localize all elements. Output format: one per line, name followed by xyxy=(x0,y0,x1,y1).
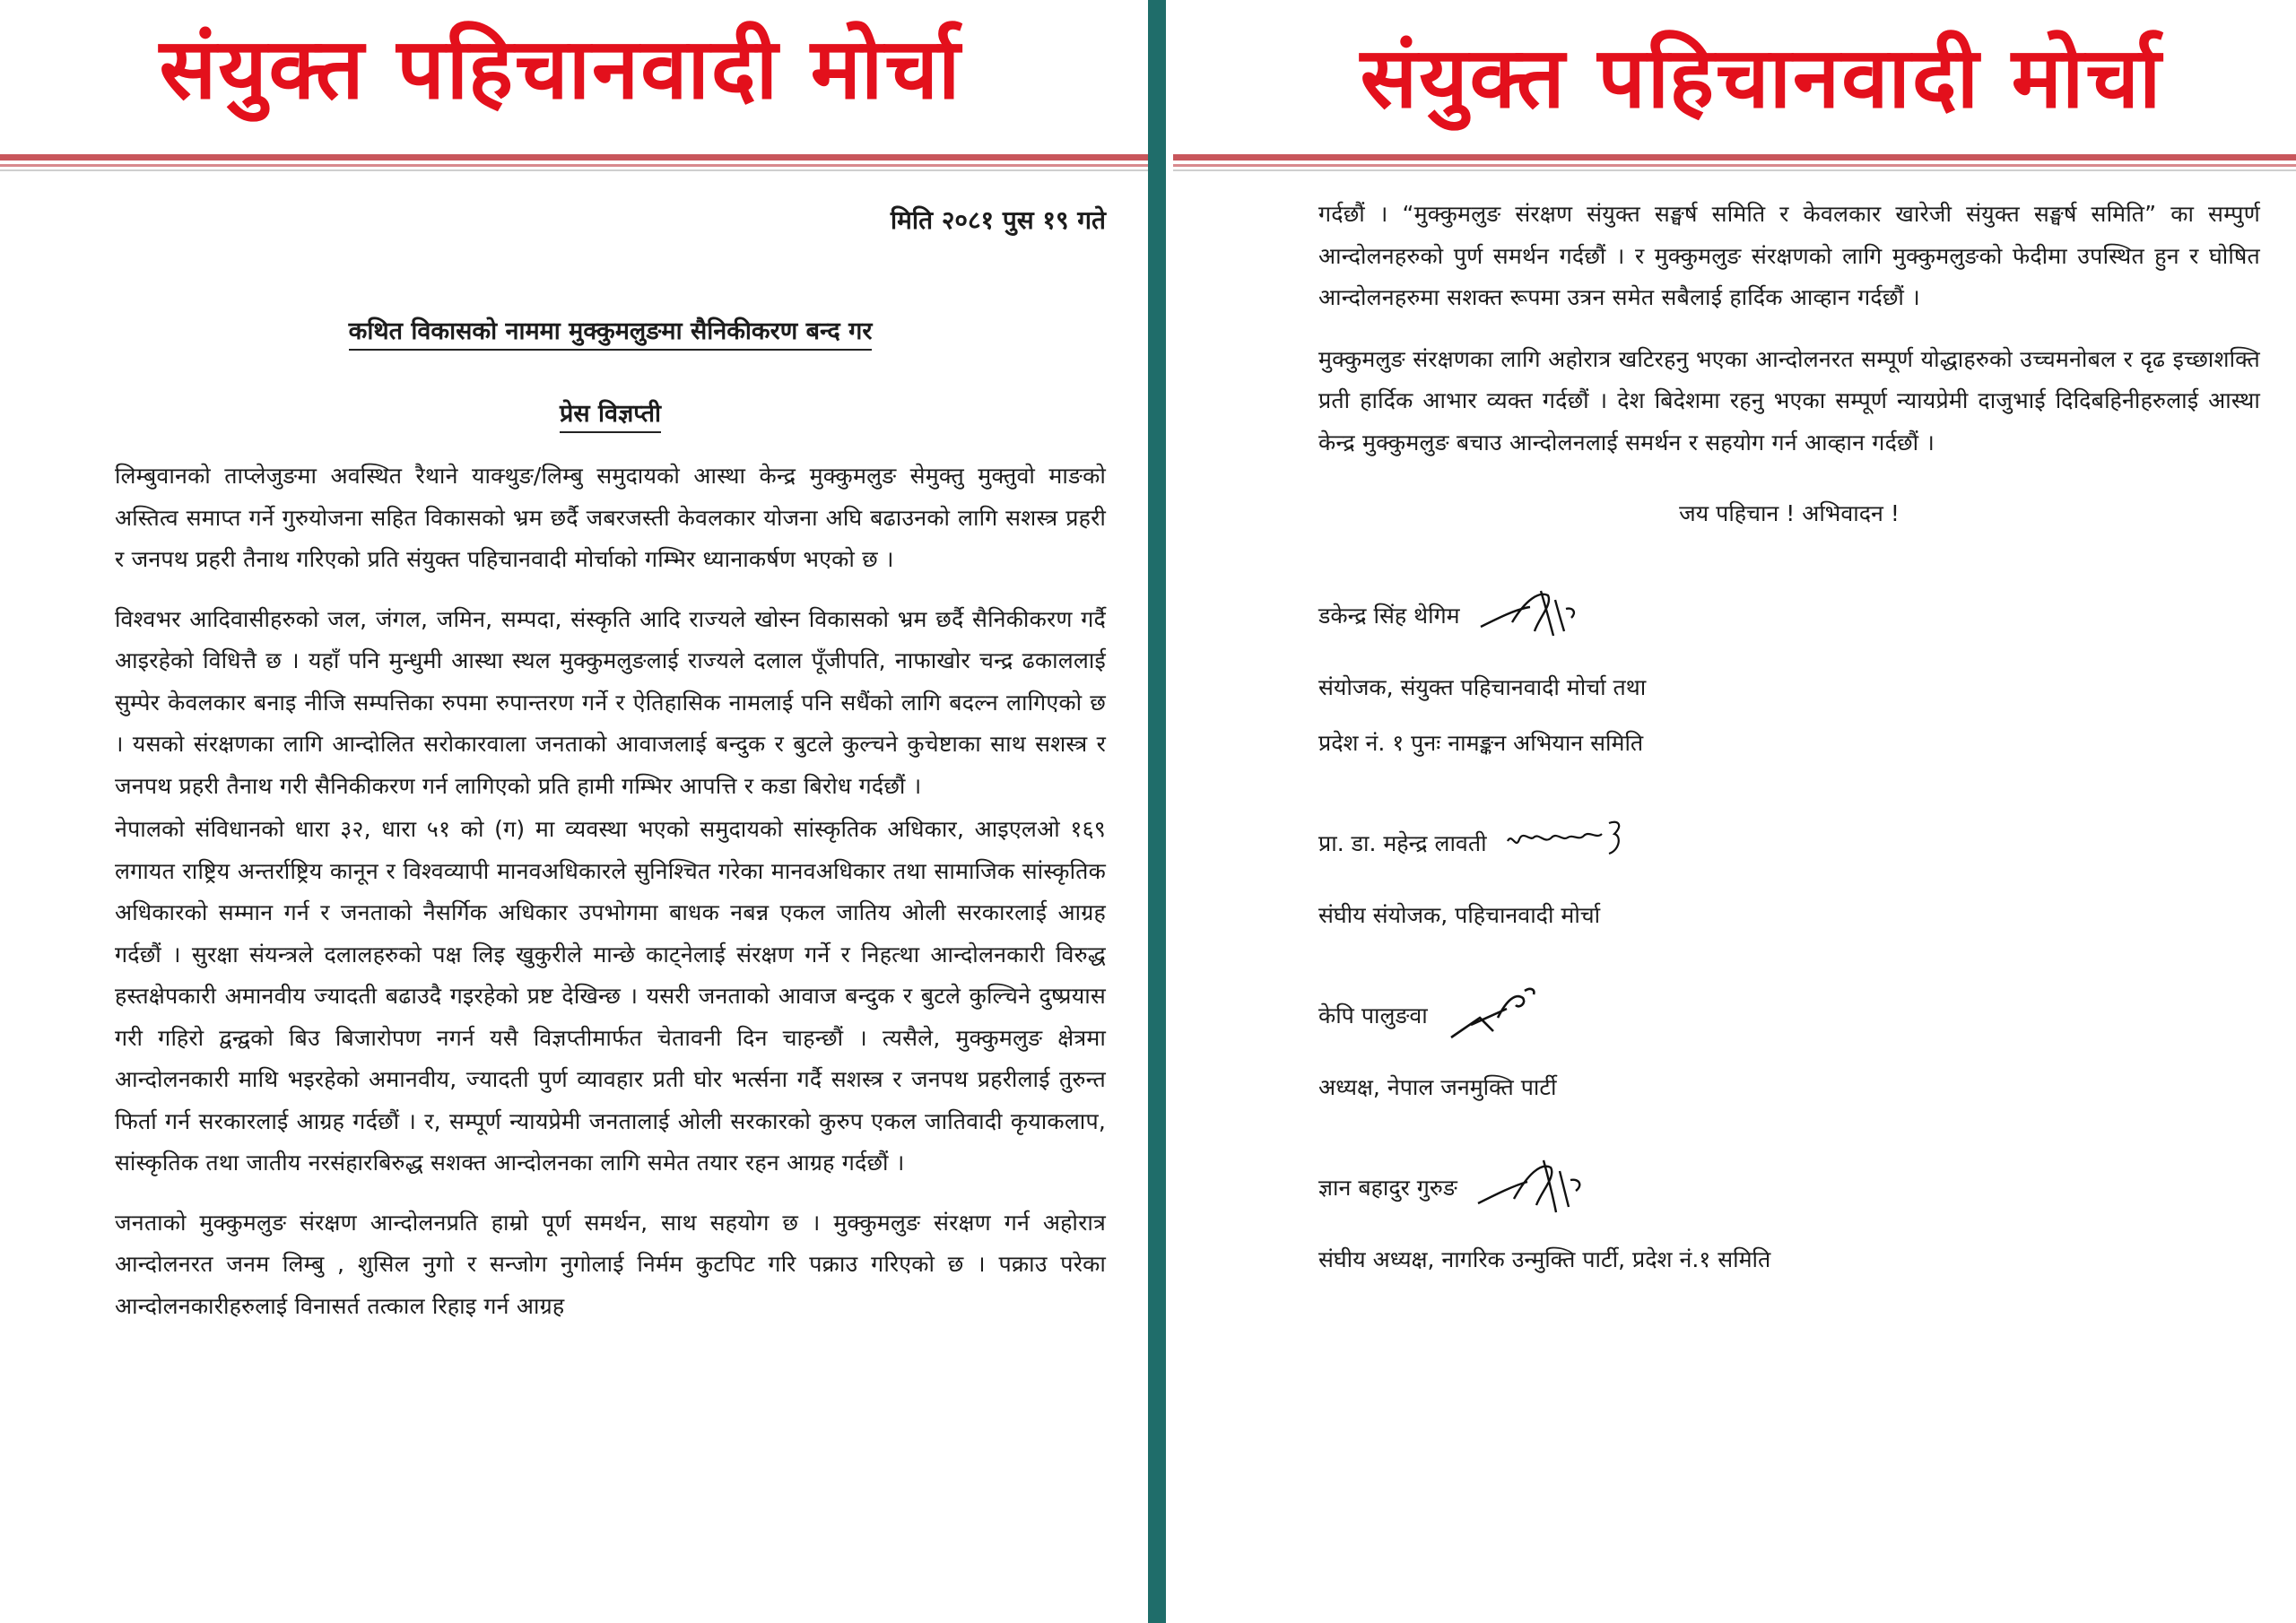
signatory-title: संयोजक, संयुक्त पहिचानवादी मोर्चा तथा xyxy=(1318,674,1647,700)
signatory-title: अध्यक्ष, नेपाल जनमुक्ति पार्टी xyxy=(1318,1074,1557,1100)
signatory xyxy=(1318,984,2260,1102)
paragraph: लिम्बुवानको ताप्लेजुङमा अवस्थित रैथाने याक्थुङ/लिम्बु समुदायको आस्था केन्द्र मुक्कुमलुङ सेमुक्तु मुक्तुवो माङको अस्तित्व समाप्त गर्ने गुरुयोजना सहित विकासको भ्रम छर्दै जबरजस्ती केवलकार योजना अघि बढाउनको लागि सशस्त्र प्रहरी र जनपथ प्रहरी तैनाथ गरिएको प्रति संयुक्त पहिचानवादी मोर्चाको गम्भिर ध्यानाकर्षण भएको छ । xyxy=(115,463,1106,572)
signatory-title: प्रदेश नं. १ पुनः नामङ्कन अभियान समिति xyxy=(1318,730,1644,756)
paragraph: गर्दछौं । “मुक्कुमलुङ संरक्षण संयुक्त सङ्घर्ष समिति र केवलकार खारेजी संयुक्त सङ्घर्ष समिति” का सम्पुर्ण आन्दोलनहरुको पुर्ण समर्थन गर्दछौं । र मुक्कुमलुङ संरक्षणको लागि मुक्कुमलुङको फेदीमा उपस्थित हुन र घोषित आन्दोलनहरुमा सशक्त रूपमा उत्रन समेत सबैलाई हार्दिक आव्हान गर्दछौं । xyxy=(1318,201,2260,310)
signature-mark xyxy=(1474,1150,1599,1225)
signature-mark xyxy=(1503,814,1638,872)
signatory-name: डकेन्द्र सिंह थेगिम xyxy=(1318,603,1460,629)
press-release-heading-text: प्रेस विज्ञप्ती xyxy=(560,400,661,433)
paragraph: जनताको मुक्कुमलुङ संरक्षण आन्दोलनप्रति हाम्रो पूर्ण समर्थन, साथ सहयोग छ । मुक्कुमलुङ संरक्षण गर्न अहोरात्र आन्दोलनरत जनम लिम्बु , शुसिल नुगो र सन्जोग नुगोलाई निर्मम कुटपिट गरि पक्राउ गरिएको छ । पक्राउ परेका आन्दोलनकारीहरुलाई विनासर्त तत्काल रिहाइ गर्न आग्रह xyxy=(115,1209,1106,1319)
right-page xyxy=(1173,0,2296,1623)
signatory-name: केपि पालुङवा xyxy=(1318,1002,1428,1028)
signatory-name: ज्ञान बहादुर गुरुङ xyxy=(1318,1175,1457,1201)
signatory-title: संघीय संयोजक, पहिचानवादी मोर्चा xyxy=(1318,902,1601,928)
signatory-name: प्रा. डा. महेन्द्र लावती xyxy=(1318,830,1487,856)
right-content xyxy=(1318,176,2260,1274)
signatory xyxy=(1318,1156,2260,1274)
masthead-rule xyxy=(1173,154,2296,172)
headline xyxy=(115,313,1106,346)
left-content xyxy=(115,176,1106,1327)
paragraph: मुक्कुमलुङ संरक्षणका लागि अहोरात्र खटिरहनु भएका आन्दोलनरत सम्पूर्ण योद्धाहरुको उच्चमनोबल र दृढ इच्छाशक्ति प्रती हार्दिक आभार व्यक्त गर्दछौं । देश बिदेशमा रहनु भएका सम्पूर्ण न्यायप्रेमी दाजुभाई दिदिबहिनीहरुलाई आस्था केन्द्र मुक्कुमलुङ बचाउ आन्दोलनलाई समर्थन र सहयोग गर्न आव्हान गर्दछौं । xyxy=(1318,345,2260,456)
masthead-rule xyxy=(0,154,1148,172)
date-line: मिति २०८१ पुस १९ गते xyxy=(890,205,1106,235)
press-release-heading xyxy=(115,395,1106,429)
slogan: जय पहिचान ! अभिवादन ! xyxy=(1679,500,1900,526)
signatory-title: संघीय अध्यक्ष, नागरिक उन्मुक्ति पार्टी, प्रदेश नं.१ समिति xyxy=(1318,1246,1771,1272)
signatory xyxy=(1318,584,2260,758)
headline-text: कथित विकासको नाममा मुक्कुमलुङमा सैनिकीकरण बन्द गर xyxy=(349,317,873,351)
page-divider xyxy=(1148,0,1173,1623)
signature-mark xyxy=(1444,982,1552,1048)
paragraph: विश्वभर आदिवासीहरुको जल, जंगल, जमिन, सम्पदा, संस्कृति आदि राज्यले खोस्न विकासको भ्रम छर्दै सैनिकीकरण गर्दै आइरहेको विधित्तै छ । यहाँ पनि मुन्धुमी आस्था स्थल मुक्कुमलुङलाई राज्यले दलाल पूँजीपति, नाफाखोर चन्द्र ढकाललाई सुम्पेर केवलकार बनाइ नीजि सम्पत्तिका रुपमा रुपान्तरण गर्ने र ऐतिहासिक नामलाई पनि सधैंको लागि बदल्न लागिएको छ । यसको संरक्षणका लागि आन्दोलित सरोकारवाला जनताको आवाजलाई बन्दुक र बुटले कुल्चने कुचेष्टाका साथ सशस्त्र र जनपथ प्रहरी तैनाथ गरी सैनिकीकरण गर्न लागिएको प्रति हामी गम्भिर आपत्ति र कडा बिरोध गर्दछौं । xyxy=(115,605,1106,799)
paragraph: नेपालको संविधानको धारा ३२, धारा ५१ को (ग) मा व्यवस्था भएको समुदायको सांस्कृतिक अधिकार, आइएलओ १६९ लगायत राष्ट्रिय अन्तर्राष्ट्रिय कानून र विश्वव्यापी मानवअधिकारले सुनिश्चित गरेका मानवअधिकार तथा सामाजिक सांस्कृतिक अधिकारको सम्मान गर्न र जनताको नैसर्गिक अधिकार उपभोगमा बाधक नबन्न एकल जातिय ओली सरकारलाई आग्रह गर्दछौं । सुरक्षा संयन्त्रले दलालहरुको पक्ष लिइ खुकुरीले मान्छे काट्नेलाई संरक्षण गर्ने र निहत्था आन्दोलनकारी विरुद्ध हस्तक्षेपकारी अमानवीय ज्यादती बढाउदै गइरहेको प्रष्ट देखिन्छ । यसरी जनताको आवाज बन्दुक र बुटले कुल्चिने दुष्प्रयास गरी गहिरो द्वन्द्वको बिउ बिजारोपण नगर्न यसै विज्ञप्तीमार्फत चेतावनी दिन चाहन्छौं । त्यसैले, मुक्कुमलुङ क्षेत्रमा आन्दोलनकारी माथि भइरहेको अमानवीय, ज्यादती पुर्ण व्यावहार प्रती घोर भर्त्सना गर्दै सशस्त्र र जनपथ प्रहरीलाई तुरुन्त फिर्ता गर्न सरकारलाई आग्रह गर्दछौं । र, सम्पूर्ण न्यायप्रेमी जनतालाई ओली सरकारको कुरुप एकल जातिवादी कृयाकलाप, सांस्कृतिक तथा जातीय नरसंहारबिरुद्ध सशक्त आन्दोलनका लागि समेत तयार रहन आग्रह गर्दछौं । xyxy=(115,816,1106,1176)
masthead-title: संयुक्त पहिचानवादी मोर्चा xyxy=(159,21,962,118)
signatory xyxy=(1318,812,2260,930)
masthead-title: संयुक्त पहिचानवादी मोर्चा xyxy=(1360,30,2163,127)
signature-mark xyxy=(1476,582,1593,648)
